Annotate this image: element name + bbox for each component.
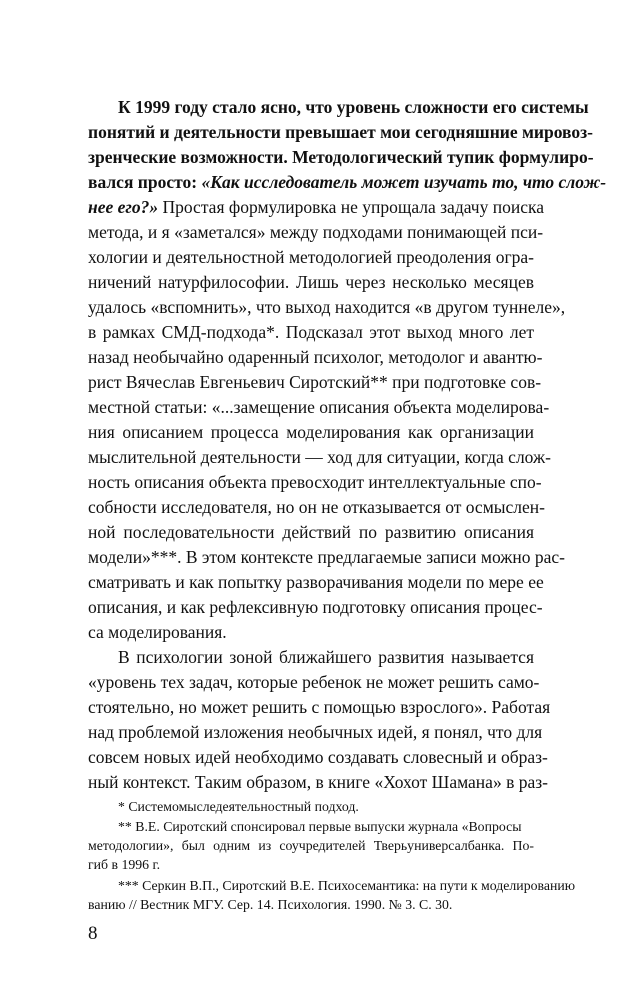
- regular-text: Простая формулировка не упрощала задачу поиска: [158, 197, 544, 217]
- paragraph-2-line-1: В психологии зоной ближайшего развития называется: [118, 647, 534, 667]
- paragraph-2-line-3: стоятельно, но может решить с помощью взрослого». Работая: [88, 697, 551, 717]
- page-number: 8: [88, 923, 98, 944]
- paragraph-1-line-14: ния описанием процесса моделирования как организации: [88, 422, 534, 442]
- bold-italic-quote: «Как исследователь может изучать то, что слож-: [201, 172, 607, 192]
- paragraph-1-line-16: ность описания объекта превосходит интеллектуальные спо-: [88, 472, 542, 492]
- paragraph-2-line-2: «уровень тех задач, которые ребенок не может решить само-: [88, 672, 540, 692]
- bold-text: вался просто:: [88, 172, 202, 192]
- footnote-2-line-2: методологии», был одним из соучредителей Тверьуниверсалбанка. По-: [88, 838, 534, 853]
- paragraph-1-line-5: [88, 195, 544, 220]
- paragraph-1-line-11: назад необычайно одаренный психолог, методолог и авантю-: [88, 347, 543, 367]
- paragraph-1-line-22: са моделирования.: [88, 622, 227, 642]
- paragraph-1-line-13: местной статьи: «...замещение описания объекта моделирова-: [88, 397, 550, 417]
- paragraph-1-line-3: зренческие возможности. Методологический тупик формулиро-: [88, 147, 594, 167]
- footnote-2-line-1: ** В.Е. Сиротский спонсировал первые выпуски журнала «Вопросы: [118, 819, 522, 834]
- paragraph-1-line-20: сматривать и как попытку разворачивания модели по мере ее: [88, 572, 544, 592]
- paragraph-2-line-6: ный контекст. Таким образом, в книге «Хохот Шамана» в раз-: [88, 772, 548, 792]
- paragraph-1-line-4: [88, 170, 607, 195]
- paragraph-2-line-5: совсем новых идей необходимо создавать словесный и образ-: [88, 747, 548, 767]
- paragraph-1-line-1: К 1999 году стало ясно, что уровень сложности его системы: [118, 97, 589, 117]
- footnote-2-line-3: гиб в 1996 г.: [88, 857, 161, 872]
- paragraph-1-line-9: удалось «вспомнить», что выход находится «в другом туннеле»,: [88, 297, 566, 317]
- paragraph-1-line-21: описания, и как рефлексивную подготовку описания процес-: [88, 597, 543, 617]
- paragraph-1-line-19: модели»***. В этом контексте предлагаемые записи можно рас-: [88, 547, 565, 567]
- paragraph-1-line-2: понятий и деятельности превышает мои сегодняшние мировоз-: [88, 122, 593, 142]
- paragraph-1-line-7: хологии и деятельностной методологией преодоления огра-: [88, 247, 534, 267]
- paragraph-1-line-8: ничений натурфилософии. Лишь через несколько месяцев: [88, 272, 534, 292]
- paragraph-1-line-12: рист Вячеслав Евгеньевич Сиротский** при подготовке сов-: [88, 372, 542, 392]
- paragraph-1-line-15: мыслительной деятельности — ход для ситуации, когда слож-: [88, 447, 551, 467]
- paragraph-1-line-17: собности исследователя, но он не отказывается от осмыслен-: [88, 497, 545, 517]
- footnote-3-line-2: ванию // Вестник МГУ. Сер. 14. Психология. 1990. № 3. С. 30.: [88, 897, 453, 912]
- paragraph-1-line-18: ной последовательности действий по развитию описания: [88, 522, 534, 542]
- paragraph-1-line-6: метода, и я «заметался» между подходами понимающей пси-: [88, 222, 544, 242]
- footnote-3-line-1: *** Серкин В.П., Сиротский В.Е. Психосемантика: на пути к моделированию: [118, 878, 576, 893]
- paragraph-1-line-10: в рамках СМД-подхода*. Подсказал этот выход много лет: [88, 322, 534, 342]
- paragraph-2-line-4: над проблемой изложения необычных идей, я понял, что для: [88, 722, 543, 742]
- footnote-1: * Системомыследеятельностный подход.: [118, 799, 359, 814]
- bold-italic-quote-end: нее его?»: [88, 197, 159, 217]
